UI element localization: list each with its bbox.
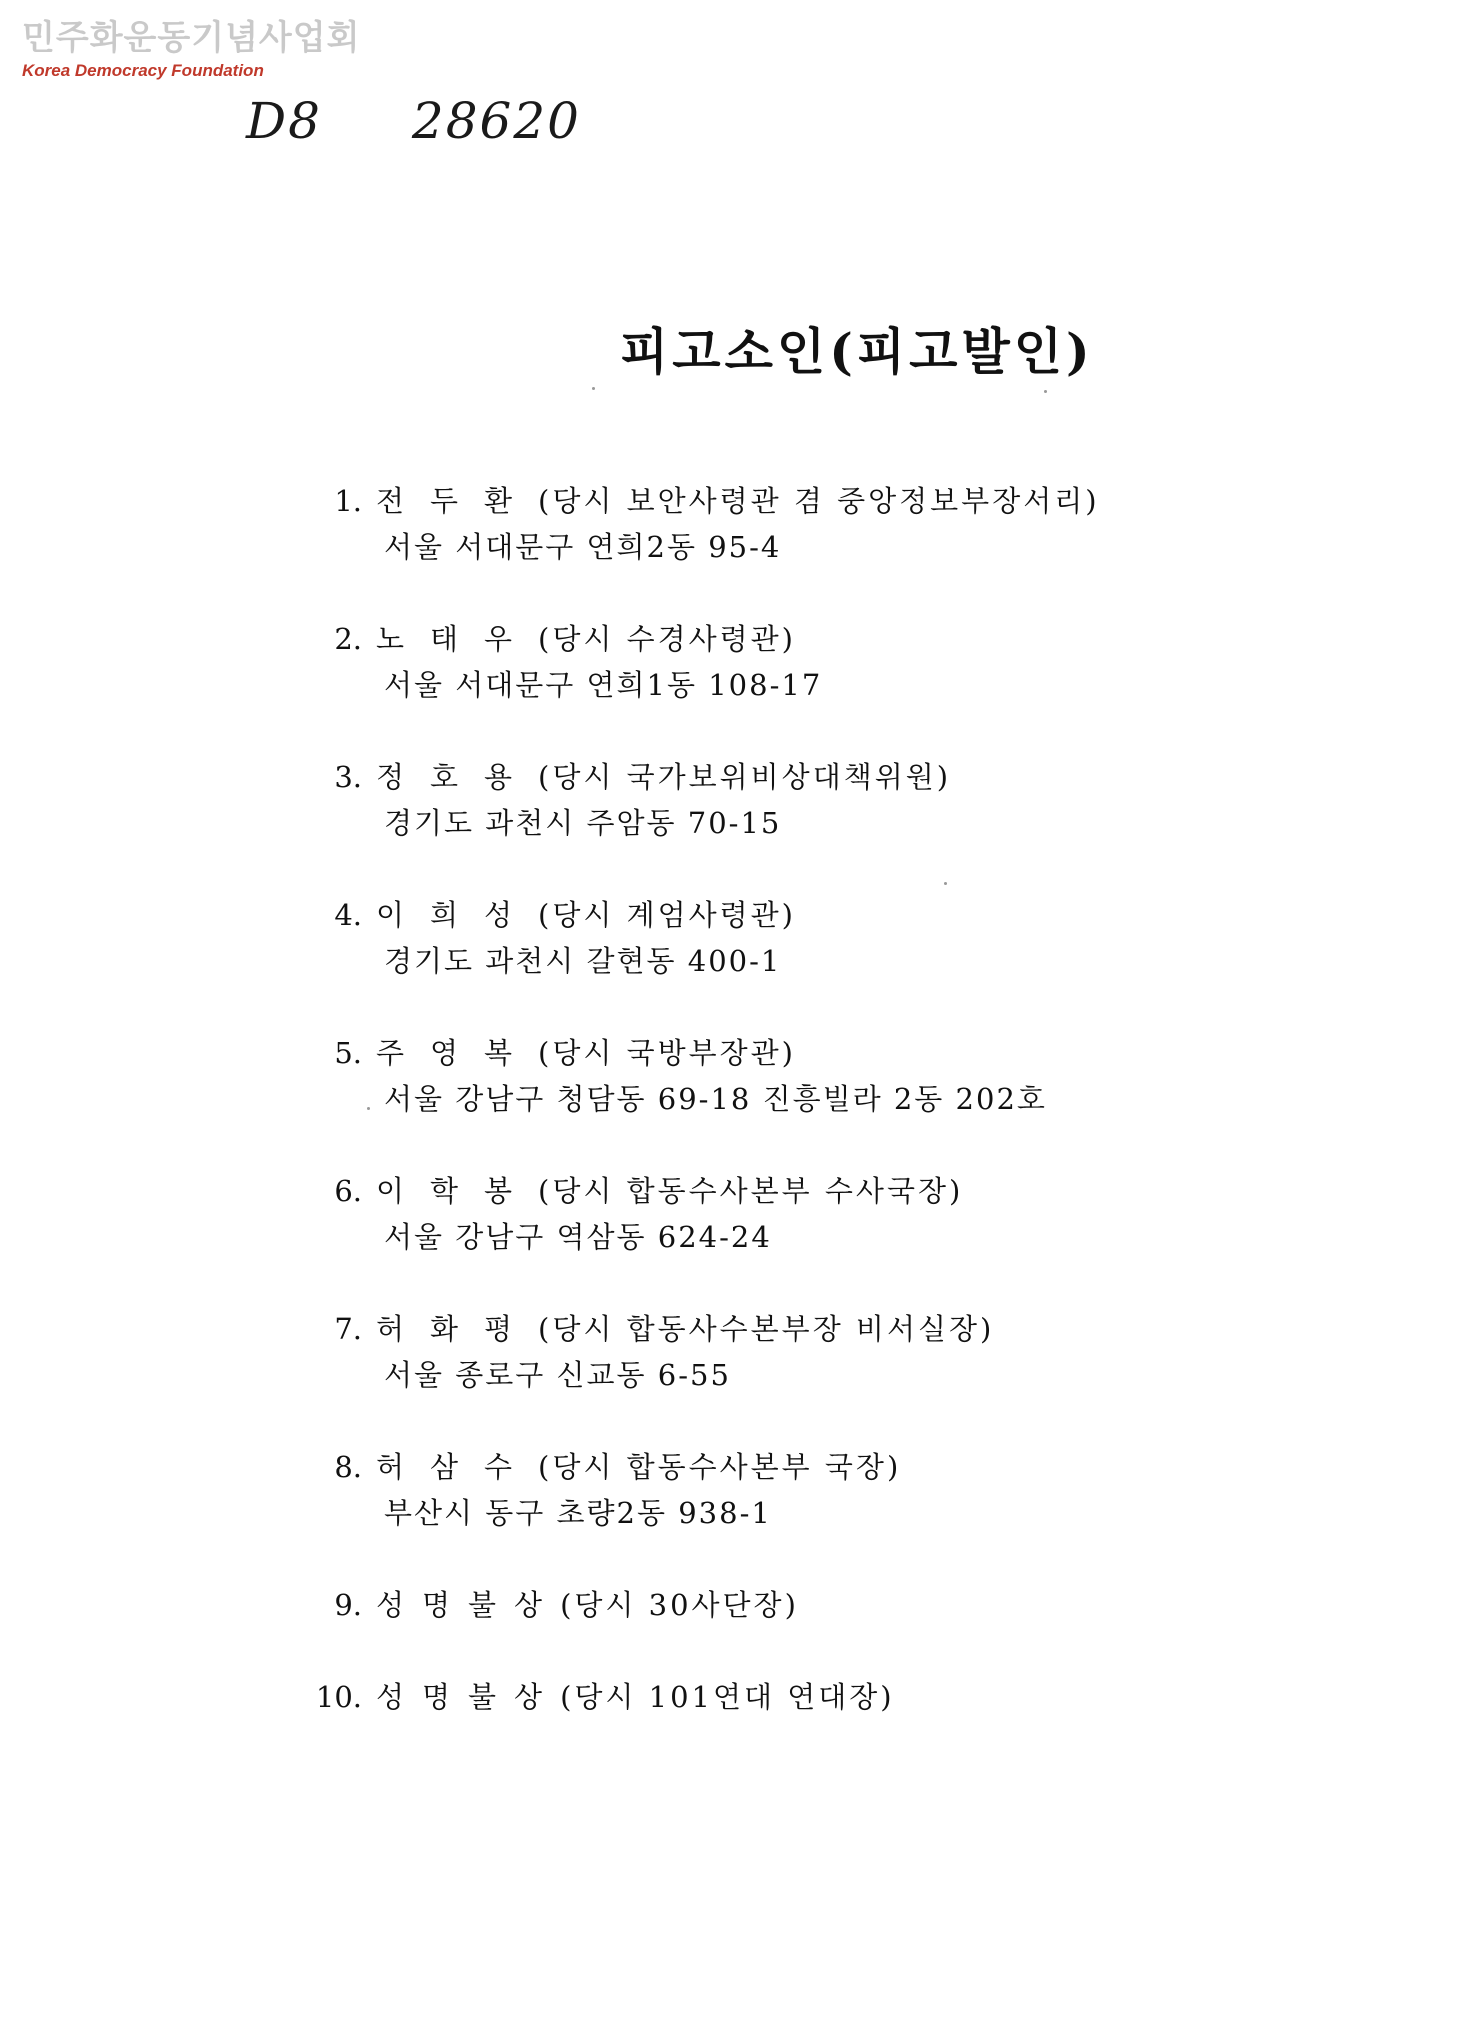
item-name: 허화평 — [376, 1312, 539, 1346]
watermark-korean: 민주화운동기념사업회 — [22, 18, 361, 58]
item-number: 2. — [334, 622, 362, 656]
list-item — [300, 1444, 1400, 1536]
item-role: (당시 합동수사본부 수사국장) — [538, 1174, 964, 1208]
list-item — [300, 1674, 1400, 1720]
scan-speck — [592, 387, 595, 390]
item-name: 정호용 — [376, 760, 539, 794]
item-number: 4. — [334, 898, 362, 932]
item-name: 주영복 — [376, 1036, 539, 1070]
item-address: 서울 종로구 신교동 6-55 — [384, 1358, 731, 1392]
item-number: 9. — [334, 1588, 362, 1622]
list-item — [300, 754, 1400, 846]
item-address: 부산시 동구 초량2동 938-1 — [384, 1496, 772, 1530]
item-role: (당시 계엄사령관) — [538, 898, 796, 932]
item-role: (당시 국방부장관) — [538, 1036, 796, 1070]
item-address: 서울 강남구 역삼동 624-24 — [384, 1220, 772, 1254]
item-address: 경기도 과천시 갈현동 400-1 — [384, 944, 782, 978]
scan-speck — [944, 882, 947, 885]
item-name: 노태우 — [376, 622, 539, 656]
item-address: 경기도 과천시 주암동 70-15 — [384, 806, 782, 840]
page-title: 피고소인(피고발인) — [620, 322, 1094, 381]
list-item — [300, 892, 1400, 984]
item-address: 서울 서대문구 연희2동 95-4 — [384, 530, 782, 564]
item-role: (당시 수경사령관) — [538, 622, 796, 656]
item-name: 이학봉 — [376, 1174, 539, 1208]
item-number: 3. — [334, 760, 362, 794]
watermark-english: Korea Democracy Foundation — [22, 61, 264, 80]
list-item — [300, 478, 1400, 570]
item-name: 성명불상 — [376, 1680, 561, 1714]
handwritten-document-number — [246, 92, 581, 150]
item-number: 1. — [334, 484, 362, 518]
list-item — [300, 1030, 1400, 1122]
item-name: 전두환 — [376, 484, 539, 518]
item-number: 7. — [334, 1312, 362, 1346]
item-name: 성명불상 — [376, 1588, 561, 1622]
item-role: (당시 101연대 연대장) — [560, 1680, 895, 1714]
item-address: 서울 강남구 청담동 69-18 진흥빌라 2동 202호 — [384, 1082, 1047, 1116]
foundation-watermark — [22, 18, 361, 82]
item-role: (당시 합동수사본부 국장) — [538, 1450, 902, 1484]
item-number: 6. — [334, 1174, 362, 1208]
list-item — [300, 1168, 1400, 1260]
handwritten-number: 28620 — [411, 92, 581, 150]
scan-speck — [367, 1107, 370, 1110]
list-item — [300, 1582, 1400, 1628]
item-role: (당시 보안사령관 겸 중앙정보부장서리) — [538, 484, 1100, 518]
item-number: 10. — [315, 1680, 362, 1714]
scan-speck — [1044, 390, 1047, 393]
item-name: 이희성 — [376, 898, 539, 932]
item-role: (당시 30사단장) — [560, 1588, 799, 1622]
handwritten-code: D8 — [246, 92, 322, 150]
item-number: 5. — [334, 1036, 362, 1070]
item-number: 8. — [334, 1450, 362, 1484]
list-item — [300, 616, 1400, 708]
item-role: (당시 국가보위비상대책위원) — [538, 760, 952, 794]
item-address: 서울 서대문구 연희1동 108-17 — [384, 668, 823, 702]
item-name: 허삼수 — [376, 1450, 539, 1484]
item-role: (당시 합동사수본부장 비서실장) — [538, 1312, 995, 1346]
list-item — [300, 1306, 1400, 1398]
